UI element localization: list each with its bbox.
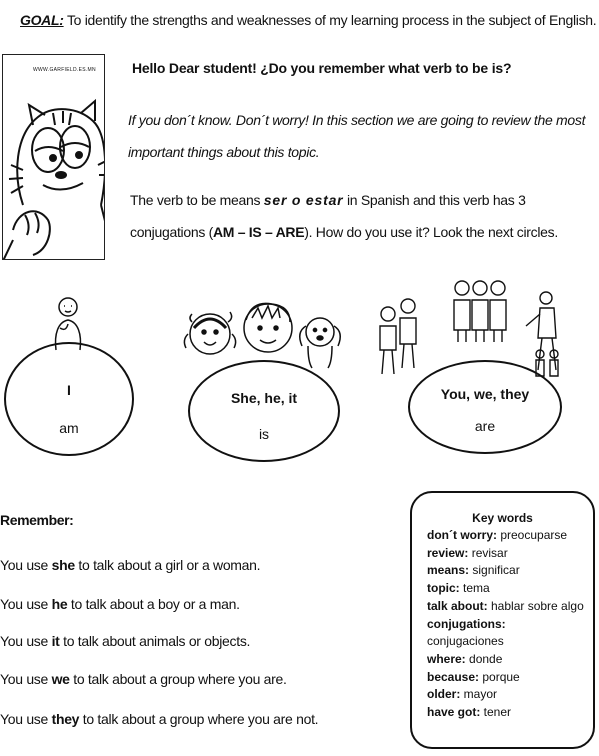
key-word-item [427,545,592,563]
goal-text: To identify the strengths and weaknesses of my learning process in the subject of English. [63,12,597,28]
key-word-term: where: [427,651,466,666]
verb-are: are [474,418,496,434]
goal-label: GOAL: [20,12,64,28]
rule-pronoun: he [51,596,68,612]
garfield-site-text: WWW.GARFIELD.ES.MN [33,67,96,73]
rule-description: to talk about a girl or a woman. [74,557,261,573]
key-word-meaning: donde [465,651,503,666]
key-word-item [427,669,592,687]
key-word-term: review: [427,545,469,560]
rule-we [0,671,287,687]
rule-he [0,596,240,612]
verb-explanation [130,184,599,248]
greeting-heading: Hello Dear student! ¿Do you remember what verb to be is? [132,60,512,76]
key-word-item [427,527,592,545]
key-word-meaning: conjugaciones [427,634,504,649]
key-words-list [427,527,592,722]
rule-pronoun: it [51,633,60,649]
rule-it [0,633,250,649]
goal-line [20,12,596,28]
pronoun-you-we-they: You, we, they [440,386,530,402]
garfield-drawing [3,55,105,260]
verb-meaning: ser o estar [263,192,344,208]
key-word-item [427,562,592,580]
key-word-term: older: [427,687,461,702]
rule-prefix: You use [0,671,52,687]
key-word-meaning: revisar [468,545,508,560]
key-word-item [427,580,592,598]
garfield-illustration [2,54,105,260]
key-words-box [410,491,595,749]
rule-description: to talk about animals or objects. [59,633,251,649]
key-word-term: because: [427,669,480,684]
key-word-meaning: tener [480,705,512,720]
intro-paragraph: If you don´t know. Don´t worry! In this section we are going to review the most important things about this topic. [128,112,586,160]
rule-prefix: You use [0,633,52,649]
rule-prefix: You use [0,711,52,727]
remember-heading: Remember: [0,512,74,528]
conjugations-list: AM – IS – ARE [212,224,305,240]
rule-pronoun: we [51,671,70,687]
pronoun-she-he-it: She, he, it [230,390,298,406]
key-word-term: don´t worry: [427,528,497,542]
rule-description: to talk about a group where you are. [69,671,287,687]
verb-explanation-part1: The verb to be means [130,192,264,208]
verb-explanation-part3: ). How do you use it? Look the next circles. [304,224,558,240]
key-word-item [427,598,592,616]
rule-prefix: You use [0,596,52,612]
key-word-meaning: mayor [460,687,498,702]
circle-she-he-it-is [188,360,340,462]
key-word-term: means: [427,563,470,578]
key-word-item [427,686,592,704]
verb-is: is [258,426,270,442]
rule-pronoun: she [51,557,75,573]
circle-you-we-they-are [408,360,562,454]
pronoun-i: I [67,382,71,398]
rule-description: to talk about a group where you are not. [79,711,319,727]
rule-she [0,557,260,573]
key-word-meaning: hablar sobre algo [487,598,584,613]
rule-they [0,711,318,727]
key-word-term: conjugations: [427,616,506,631]
key-word-term: talk about: [427,598,488,613]
key-word-item [427,616,592,651]
verb-am: am [59,420,79,436]
key-word-item [427,704,592,722]
key-word-meaning: preocuparse [497,528,568,542]
key-word-term: topic: [427,581,460,596]
key-words-title: Key words [472,511,533,525]
key-word-meaning: tema [459,581,490,596]
rule-prefix: You use [0,557,52,573]
verb-explanation-part2: in Spanish and this verb has 3 conjugations ( [130,192,526,240]
key-word-item [427,651,592,669]
rule-description: to talk about a boy or a man. [67,596,240,612]
key-word-meaning: significar [469,563,520,578]
key-word-meaning: porque [479,669,520,684]
key-word-term: have got: [427,705,481,720]
rule-pronoun: they [51,711,80,727]
circle-i-am [4,342,134,456]
